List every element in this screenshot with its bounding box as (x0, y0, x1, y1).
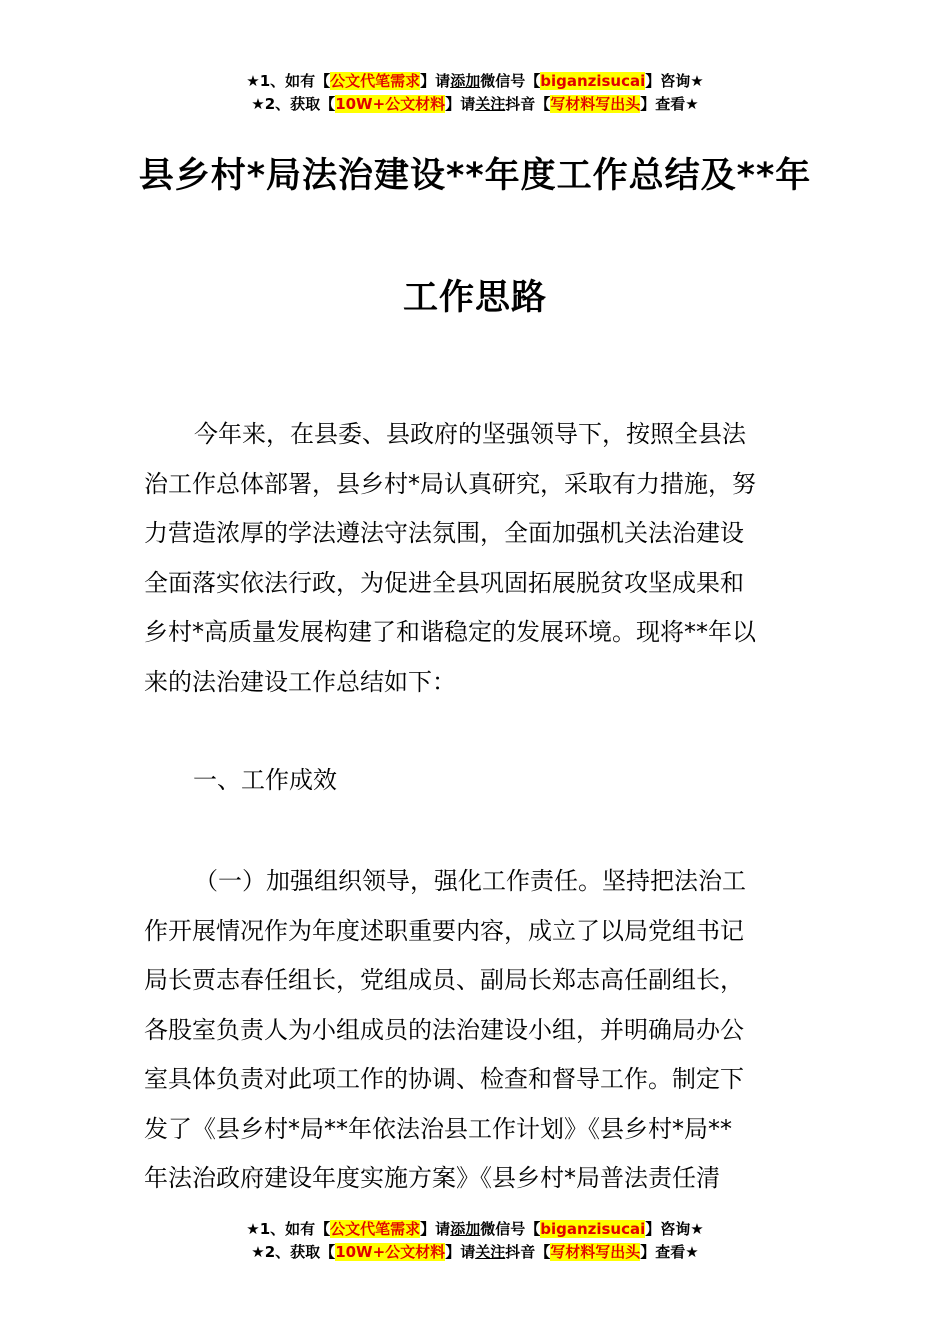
paragraph-line: 来的法治建设工作总结如下： (144, 667, 456, 696)
promo-line-2 (0, 93, 950, 116)
promo-highlight: 公文代笔需求 (330, 1220, 421, 1238)
paragraph-line: 治工作总体部署，县乡村*局认真研究，采取有力措施，努 (144, 469, 756, 498)
promo-underline: 关注 (475, 95, 506, 113)
promo-line-1 (0, 1218, 950, 1241)
promo-text: 抖音【 (505, 95, 551, 113)
promo-text: ★1、如有【 (246, 72, 331, 90)
promo-text: 抖音【 (505, 1243, 551, 1261)
promo-text: ★1、如有【 (246, 1220, 331, 1238)
promo-text: 】请 (420, 72, 451, 90)
section-paragraph (144, 857, 808, 1204)
promo-wechat-id: biganzisucai (540, 1220, 646, 1238)
promo-text: 微信号【 (480, 72, 541, 90)
promo-text: 】咨询★ (645, 72, 704, 90)
promo-highlight: 公文代笔需求 (330, 72, 421, 90)
paragraph-line: 年法治政府建设年度实施方案》《县乡村*局普法责任清 (144, 1164, 720, 1192)
promo-text: 】查看★ (640, 1243, 699, 1261)
paragraph-line: 作开展情况作为年度述职重要内容，成立了以局党组书记 (144, 916, 744, 945)
promo-line-2 (0, 1241, 950, 1264)
paragraph-line: 发了《县乡村*局**年依法治县工作计划》《县乡村*局** (144, 1114, 732, 1143)
paragraph-line: 乡村*高质量发展构建了和谐稳定的发展环境。现将**年以 (144, 618, 756, 646)
promo-underline: 添加 (450, 1220, 481, 1238)
promo-text: ★2、获取【 (251, 1243, 336, 1261)
paragraph-line: 各股室负责人为小组成员的法治建设小组，并明确局办公 (144, 1015, 744, 1044)
promo-underline: 关注 (475, 1243, 506, 1261)
paragraph-line: 力营造浓厚的学法遵法守法氛围，全面加强机关法治建设 (144, 519, 744, 547)
promo-text: 微信号【 (480, 1220, 541, 1238)
paragraph-line: 今年来，在县委、县政府的坚强领导下，按照全县法 (194, 420, 746, 448)
promo-douyin-id: 写材料写出头 (550, 1243, 641, 1261)
top-promo-banner (0, 70, 950, 116)
promo-highlight: 10W+公文材料 (335, 1243, 446, 1261)
document-title-line-1: 县乡村*局法治建设**年度工作总结及**年 (138, 156, 812, 196)
promo-highlight: 10W+公文材料 (335, 95, 446, 113)
promo-text: 】请 (420, 1220, 451, 1238)
document-title-line-2: 工作思路 (402, 278, 547, 318)
promo-text: 】请 (445, 95, 476, 113)
paragraph-line: （一）加强组织领导，强化工作责任。坚持把法治工 (194, 867, 746, 895)
promo-text: 】咨询★ (645, 1220, 704, 1238)
paragraph-line: 局长贾志春任组长，党组成员、副局长郑志高任副组长， (144, 966, 744, 994)
promo-text: 】查看★ (640, 95, 699, 113)
paragraph-line: 全面落实依法行政，为促进全县巩固拓展脱贫攻坚成果和 (144, 568, 744, 597)
promo-text: ★2、获取【 (251, 95, 336, 113)
bottom-promo-banner (0, 1218, 950, 1264)
promo-text: 】请 (445, 1243, 476, 1261)
section-heading: 一、工作成效 (193, 766, 337, 794)
promo-underline: 添加 (450, 72, 481, 90)
intro-paragraph (144, 410, 808, 707)
paragraph-line: 室具体负责对此项工作的协调、检查和督导工作。制定下 (144, 1065, 744, 1093)
promo-line-1 (0, 70, 950, 93)
promo-douyin-id: 写材料写出头 (550, 95, 641, 113)
promo-wechat-id: biganzisucai (540, 72, 646, 90)
